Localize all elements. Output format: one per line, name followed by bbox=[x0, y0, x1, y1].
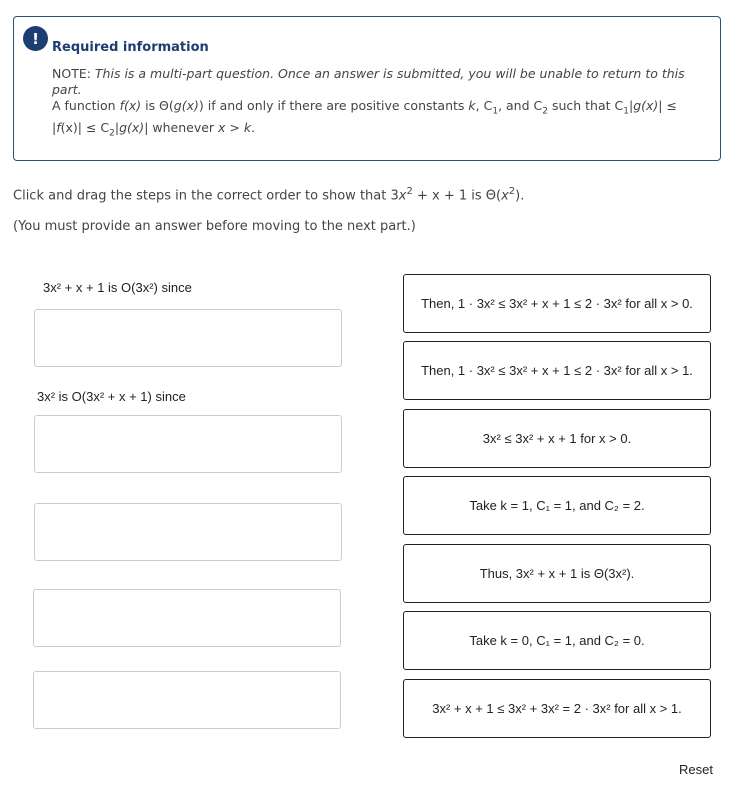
drop-zone-5[interactable] bbox=[33, 671, 341, 729]
required-information-panel bbox=[13, 16, 721, 161]
step-card-3[interactable]: 3x² ≤ 3x² + x + 1 for x > 0. bbox=[403, 409, 711, 468]
proof-part-label-1: 3x² + x + 1 is O(3x²) since bbox=[43, 280, 192, 295]
step-card-2[interactable]: Then, 1 · 3x² ≤ 3x² + x + 1 ≤ 2 · 3x² for all x > 1. bbox=[403, 341, 711, 400]
step-card-6[interactable]: Take k = 0, C₁ = 1, and C₂ = 0. bbox=[403, 611, 711, 670]
info-title: Required information bbox=[52, 40, 209, 55]
note-text: This is a multi-part question. Once an answer is submitted, you will be unable to return to this part. bbox=[52, 66, 685, 97]
drop-zone-1[interactable] bbox=[34, 309, 342, 367]
step-card-5[interactable]: Thus, 3x² + x + 1 is Θ(3x²). bbox=[403, 544, 711, 603]
reset-button[interactable]: Reset bbox=[679, 762, 713, 777]
note-paragraph bbox=[52, 66, 692, 98]
instruction-text: Click and drag the steps in the correct order to show that $3x^2 + x + 1$ is $\Theta(x^2)$. bbox=[13, 186, 525, 204]
step-card-7[interactable]: 3x² + x + 1 ≤ 3x² + 3x² = 2 · 3x² for all x > 1. bbox=[403, 679, 711, 738]
drop-zone-3[interactable] bbox=[34, 503, 342, 561]
step-card-4[interactable]: Take k = 1, C₁ = 1, and C₂ = 2. bbox=[403, 476, 711, 535]
drop-zone-4[interactable] bbox=[33, 589, 341, 647]
note-label: NOTE: bbox=[52, 66, 91, 81]
step-card-1[interactable]: Then, 1 · 3x² ≤ 3x² + x + 1 ≤ 2 · 3x² for all x > 0. bbox=[403, 274, 711, 333]
definition-paragraph: A function f(x) is Θ(g(x)) if and only if there are positive constants k, $C_1$, and $C_2$ such that $C_1|g(x)| \le |f(x)| \le C_2|g(x)|$ whenever x > k. bbox=[52, 98, 677, 138]
alert-icon: ! bbox=[23, 26, 48, 51]
drop-zone-2[interactable] bbox=[34, 415, 342, 473]
proof-part-label-2: 3x² is O(3x² + x + 1) since bbox=[37, 389, 186, 404]
answer-required-note: (You must provide an answer before moving to the next part.) bbox=[13, 219, 416, 234]
info-text bbox=[52, 66, 692, 141]
